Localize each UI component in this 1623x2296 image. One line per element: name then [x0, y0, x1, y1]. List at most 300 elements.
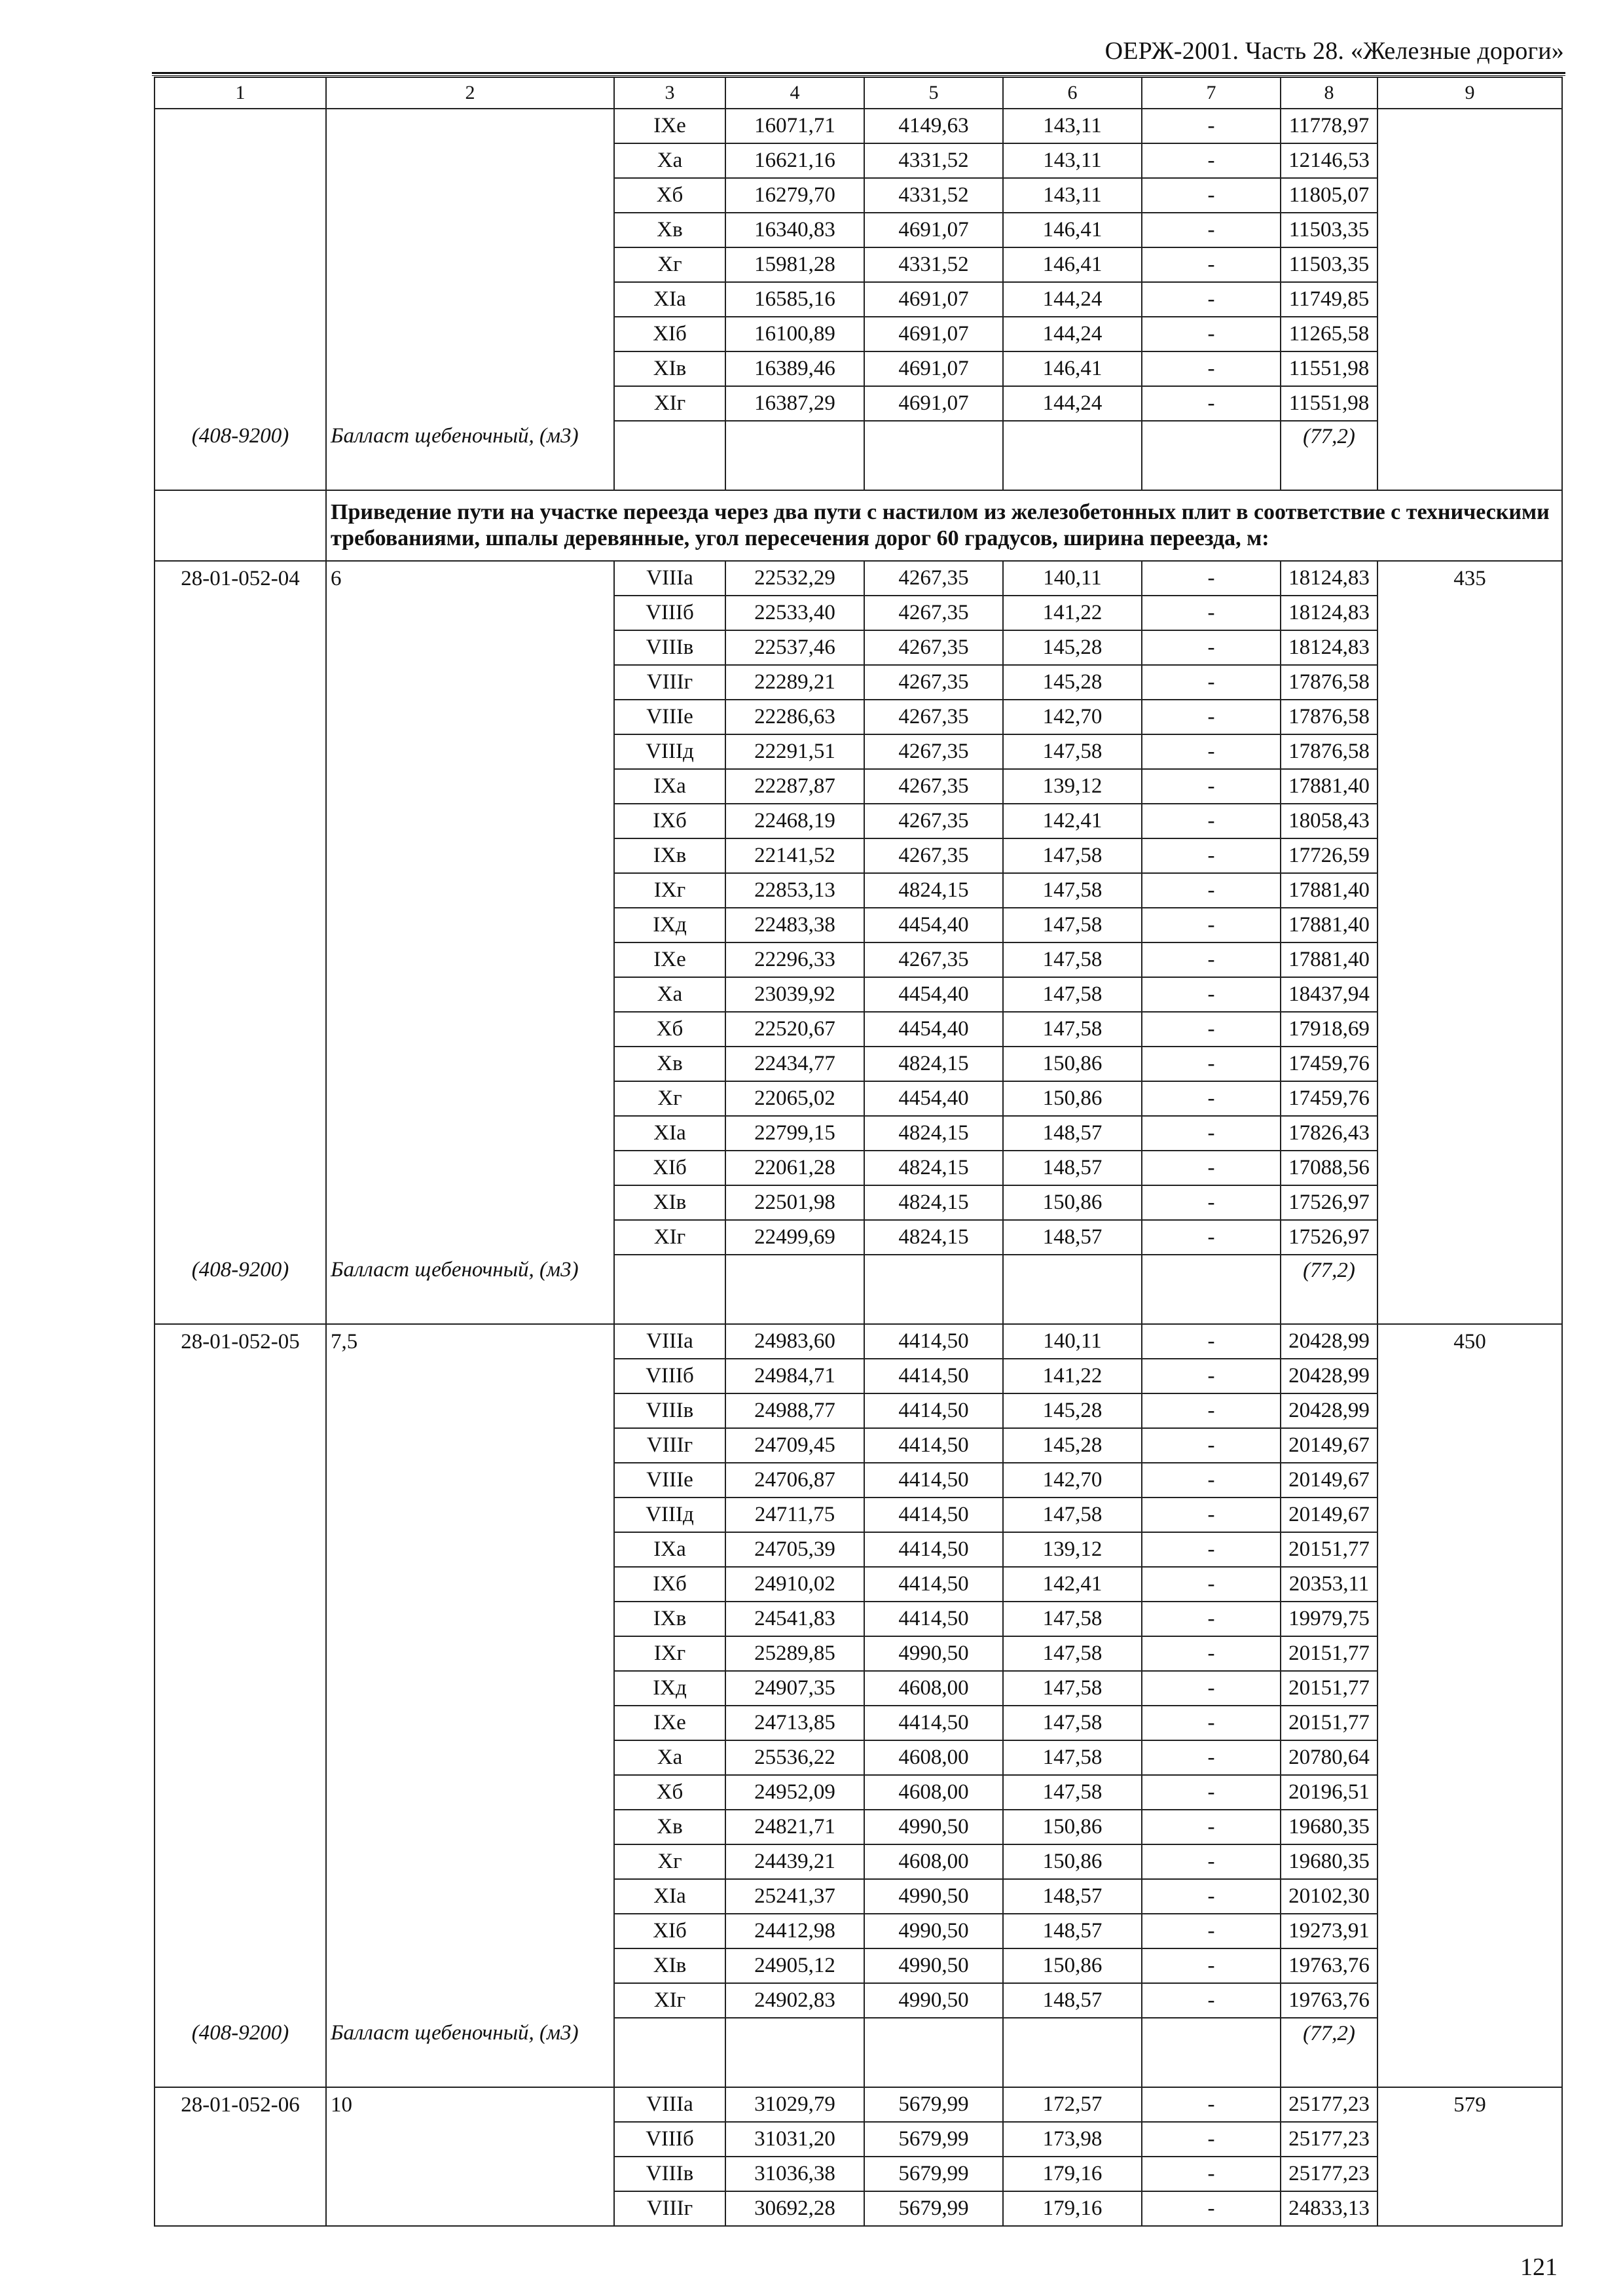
param-cell [326, 386, 614, 421]
value-cell: - [1142, 700, 1281, 734]
col9-cell [1377, 386, 1562, 421]
empty-cell [1142, 1255, 1281, 1324]
class-cell: Xб [614, 1775, 725, 1810]
value-cell: 5679,99 [864, 2157, 1003, 2191]
value-cell: 4414,50 [864, 1706, 1003, 1740]
col9-cell [1377, 734, 1562, 769]
resource-code: (408-9200) [155, 2018, 326, 2087]
value-cell: 4267,35 [864, 561, 1003, 596]
code-cell [155, 700, 326, 734]
col9-cell [1377, 1151, 1562, 1185]
value-cell: - [1142, 908, 1281, 942]
param-cell [326, 1567, 614, 1602]
value-cell: - [1142, 665, 1281, 700]
value-cell: 4267,35 [864, 838, 1003, 873]
column-number: 9 [1377, 77, 1562, 109]
code-cell [155, 1463, 326, 1498]
column-number: 5 [864, 77, 1003, 109]
code-cell [155, 1047, 326, 1081]
value-cell: 24711,75 [725, 1498, 864, 1532]
col9-cell [1377, 1810, 1562, 1844]
param-cell [326, 213, 614, 247]
value-cell: 11551,98 [1281, 386, 1377, 421]
value-cell: 17881,40 [1281, 908, 1377, 942]
value-cell: 24907,35 [725, 1671, 864, 1706]
class-cell: VIIIг [614, 1428, 725, 1463]
value-cell: - [1142, 1532, 1281, 1567]
resource-row [155, 421, 1562, 490]
param-cell [326, 1081, 614, 1116]
class-cell: IXд [614, 1671, 725, 1706]
param-cell [326, 873, 614, 908]
empty-cell [614, 421, 725, 490]
value-cell: 150,86 [1003, 1047, 1142, 1081]
param-cell [326, 665, 614, 700]
code-cell [155, 1914, 326, 1948]
param-cell [326, 178, 614, 213]
table-row [155, 143, 1562, 178]
table-row [155, 1602, 1562, 1636]
rate-code: 28-01-052-04 [155, 561, 326, 596]
value-cell: 4824,15 [864, 1151, 1003, 1185]
value-cell: - [1142, 247, 1281, 282]
table-row [155, 561, 1562, 596]
value-cell: 22799,15 [725, 1116, 864, 1151]
param-cell [326, 1220, 614, 1255]
value-cell: 147,58 [1003, 1636, 1142, 1671]
table-row [155, 282, 1562, 317]
class-cell: VIIIб [614, 2122, 725, 2157]
value-cell: 148,57 [1003, 1151, 1142, 1185]
param-cell [326, 282, 614, 317]
value-cell: 24952,09 [725, 1775, 864, 1810]
value-cell: - [1142, 942, 1281, 977]
value-cell: 142,41 [1003, 1567, 1142, 1602]
table-row [155, 1151, 1562, 1185]
value-cell: 24984,71 [725, 1359, 864, 1393]
code-cell [155, 1532, 326, 1567]
class-cell: XIв [614, 1185, 725, 1220]
code-cell [155, 1636, 326, 1671]
table-row [155, 630, 1562, 665]
empty-cell [725, 1255, 864, 1324]
col9-cell [1377, 908, 1562, 942]
class-cell: Xа [614, 977, 725, 1012]
code-cell [155, 2157, 326, 2191]
value-cell: 148,57 [1003, 1220, 1142, 1255]
value-cell: 4454,40 [864, 977, 1003, 1012]
value-cell: 4331,52 [864, 143, 1003, 178]
value-cell: 18437,94 [1281, 977, 1377, 1012]
col9-cell [1377, 2122, 1562, 2157]
value-cell: 17826,43 [1281, 1116, 1377, 1151]
value-cell: 147,58 [1003, 1706, 1142, 1740]
value-cell: 17876,58 [1281, 700, 1377, 734]
table-row [155, 178, 1562, 213]
value-cell: 4414,50 [864, 1324, 1003, 1359]
param-cell [326, 1775, 614, 1810]
empty-cell [1003, 421, 1142, 490]
value-cell: 11503,35 [1281, 247, 1377, 282]
empty-cell [725, 421, 864, 490]
value-cell: 24833,13 [1281, 2191, 1377, 2226]
code-cell [155, 386, 326, 421]
class-cell: XIб [614, 1151, 725, 1185]
value-cell: - [1142, 1463, 1281, 1498]
value-cell: - [1142, 977, 1281, 1012]
param-cell [326, 1636, 614, 1671]
value-cell: 15981,28 [725, 247, 864, 282]
value-cell: - [1142, 2157, 1281, 2191]
value-cell: 147,58 [1003, 873, 1142, 908]
class-cell: IXб [614, 1567, 725, 1602]
table-row [155, 1532, 1562, 1567]
code-cell [155, 1844, 326, 1879]
col9-cell [1377, 1914, 1562, 1948]
value-cell: 4824,15 [864, 873, 1003, 908]
table-row [155, 700, 1562, 734]
value-cell: 4414,50 [864, 1359, 1003, 1393]
table-row [155, 1740, 1562, 1775]
col9-cell [1377, 282, 1562, 317]
value-cell: - [1142, 873, 1281, 908]
value-cell: 20428,99 [1281, 1393, 1377, 1428]
code-cell [155, 1359, 326, 1393]
class-cell: XIв [614, 1948, 725, 1983]
param-cell [326, 1879, 614, 1914]
value-cell: 17881,40 [1281, 873, 1377, 908]
class-cell: VIIIг [614, 665, 725, 700]
value-cell: 4267,35 [864, 596, 1003, 630]
param-cell [326, 769, 614, 804]
value-cell: 11265,58 [1281, 317, 1377, 351]
resource-name: Балласт щебеночный, (м3) [326, 2018, 614, 2087]
header-rule [152, 72, 1565, 74]
column-number: 1 [155, 77, 326, 109]
class-cell: Xг [614, 1081, 725, 1116]
value-cell: - [1142, 1151, 1281, 1185]
value-cell: - [1142, 109, 1281, 143]
value-cell: - [1142, 1983, 1281, 2018]
value-cell: 20353,11 [1281, 1567, 1377, 1602]
param-cell [326, 1532, 614, 1567]
value-cell: 20151,77 [1281, 1706, 1377, 1740]
col9-cell [1377, 317, 1562, 351]
value-cell: 17881,40 [1281, 942, 1377, 977]
code-cell [155, 1220, 326, 1255]
param-cell [326, 1740, 614, 1775]
class-cell: IXг [614, 873, 725, 908]
class-cell: VIIIа [614, 2087, 725, 2122]
code-cell [155, 282, 326, 317]
value-cell: 22065,02 [725, 1081, 864, 1116]
value-cell: 4331,52 [864, 178, 1003, 213]
value-cell: 4267,35 [864, 630, 1003, 665]
col9-cell [1377, 1532, 1562, 1567]
class-cell: IXе [614, 942, 725, 977]
value-cell: 4990,50 [864, 1810, 1003, 1844]
value-cell: 143,11 [1003, 109, 1142, 143]
value-cell: 4824,15 [864, 1220, 1003, 1255]
class-cell: IXа [614, 1532, 725, 1567]
col9-cell [1377, 247, 1562, 282]
value-cell: 144,24 [1003, 317, 1142, 351]
table-row [155, 769, 1562, 804]
value-cell: 4691,07 [864, 213, 1003, 247]
param-cell [326, 1359, 614, 1393]
rates-table [154, 77, 1563, 2227]
class-cell: IXб [614, 804, 725, 838]
col9-cell [1377, 1428, 1562, 1463]
class-cell: Xа [614, 143, 725, 178]
value-cell: 4414,50 [864, 1602, 1003, 1636]
value-cell: 148,57 [1003, 1116, 1142, 1151]
value-cell: 142,70 [1003, 1463, 1142, 1498]
col9-cell [1377, 1359, 1562, 1393]
col9-cell [1377, 700, 1562, 734]
value-cell: 147,58 [1003, 1671, 1142, 1706]
param-cell [326, 596, 614, 630]
table-row [155, 1810, 1562, 1844]
value-cell: 19680,35 [1281, 1844, 1377, 1879]
value-cell: 12146,53 [1281, 143, 1377, 178]
code-cell [155, 1983, 326, 2018]
value-cell: - [1142, 1428, 1281, 1463]
value-cell: - [1142, 1706, 1281, 1740]
value-cell: 24439,21 [725, 1844, 864, 1879]
table-row [155, 1914, 1562, 1948]
empty-cell [614, 2018, 725, 2087]
param-cell [326, 1810, 614, 1844]
table-row [155, 1463, 1562, 1498]
col9-cell [1377, 804, 1562, 838]
code-cell [155, 317, 326, 351]
col9-cell [1377, 1636, 1562, 1671]
value-cell: 17459,76 [1281, 1047, 1377, 1081]
value-cell: 4824,15 [864, 1185, 1003, 1220]
value-cell: 20428,99 [1281, 1359, 1377, 1393]
value-cell: - [1142, 213, 1281, 247]
value-cell: - [1142, 1012, 1281, 1047]
value-cell: 22537,46 [725, 630, 864, 665]
param-cell [326, 1393, 614, 1428]
value-cell: 148,57 [1003, 1879, 1142, 1914]
table-row [155, 213, 1562, 247]
code-cell [155, 213, 326, 247]
col9-cell [1377, 769, 1562, 804]
value-cell: 147,58 [1003, 838, 1142, 873]
col9-cell [1377, 1740, 1562, 1775]
value-cell: 144,24 [1003, 282, 1142, 317]
table-row [155, 1844, 1562, 1879]
value-cell: 16340,83 [725, 213, 864, 247]
value-cell: 144,24 [1003, 386, 1142, 421]
value-cell: 4691,07 [864, 282, 1003, 317]
value-cell: 179,16 [1003, 2191, 1142, 2226]
table-row [155, 2087, 1562, 2122]
class-cell: VIIIа [614, 561, 725, 596]
code-cell [155, 1948, 326, 1983]
value-cell: 4990,50 [864, 1914, 1003, 1948]
col9-cell [1377, 1879, 1562, 1914]
class-cell: VIIIа [614, 1324, 725, 1359]
value-cell: 147,58 [1003, 1498, 1142, 1532]
col9-cell [1377, 143, 1562, 178]
param-cell [326, 317, 614, 351]
class-cell: Xг [614, 1844, 725, 1879]
value-cell: 147,58 [1003, 1775, 1142, 1810]
class-cell: Xб [614, 178, 725, 213]
param-cell [326, 109, 614, 143]
class-cell: XIа [614, 1879, 725, 1914]
code-cell [155, 1081, 326, 1116]
value-cell: - [1142, 1879, 1281, 1914]
value-cell: - [1142, 804, 1281, 838]
value-cell: 17526,97 [1281, 1220, 1377, 1255]
col9-cell [1377, 421, 1562, 490]
code-cell [155, 1012, 326, 1047]
code-cell [155, 838, 326, 873]
value-cell: 22434,77 [725, 1047, 864, 1081]
class-cell: IXг [614, 1636, 725, 1671]
empty-cell [1003, 1255, 1142, 1324]
code-cell [155, 1879, 326, 1914]
value-cell: 150,86 [1003, 1844, 1142, 1879]
table-row [155, 2122, 1562, 2157]
value-cell: 22468,19 [725, 804, 864, 838]
value-cell: 22287,87 [725, 769, 864, 804]
param-cell [326, 1602, 614, 1636]
table-row [155, 317, 1562, 351]
param-cell [326, 908, 614, 942]
value-cell: 25241,37 [725, 1879, 864, 1914]
value-cell: - [1142, 1081, 1281, 1116]
rate-parameter: 6 [326, 561, 614, 596]
value-cell: - [1142, 1602, 1281, 1636]
class-cell: XIб [614, 1914, 725, 1948]
value-cell: 150,86 [1003, 1948, 1142, 1983]
value-cell: 18124,83 [1281, 561, 1377, 596]
class-cell: VIIIг [614, 2191, 725, 2226]
value-cell: 20196,51 [1281, 1775, 1377, 1810]
value-cell: 24983,60 [725, 1324, 864, 1359]
col9-cell [1377, 213, 1562, 247]
value-cell: 145,28 [1003, 1393, 1142, 1428]
value-cell: 25177,23 [1281, 2087, 1377, 2122]
empty-cell [864, 1255, 1003, 1324]
code-cell [155, 109, 326, 143]
header-row [155, 77, 1562, 109]
value-cell: 4990,50 [864, 1879, 1003, 1914]
value-cell: 179,16 [1003, 2157, 1142, 2191]
section-caption: Приведение пути на участке переезда через два пути с настилом из железобетонных плит в соответствие с техническими требованиями, шпалы деревянные, угол пересечения дорог 60 градусов, ширина переезда, м: [326, 490, 1562, 561]
value-cell: - [1142, 1220, 1281, 1255]
resource-name: Балласт щебеночный, (м3) [326, 1255, 614, 1324]
col9-cell [1377, 178, 1562, 213]
code-cell [155, 804, 326, 838]
value-cell: 20151,77 [1281, 1671, 1377, 1706]
code-cell [155, 1428, 326, 1463]
value-cell: 140,11 [1003, 561, 1142, 596]
col9-cell [1377, 1775, 1562, 1810]
value-cell: 22533,40 [725, 596, 864, 630]
value-cell: 4608,00 [864, 1671, 1003, 1706]
value-cell: - [1142, 1359, 1281, 1393]
value-cell: 20149,67 [1281, 1463, 1377, 1498]
value-cell: - [1142, 769, 1281, 804]
col9-cell [1377, 1220, 1562, 1255]
table-row [155, 838, 1562, 873]
value-cell: 143,11 [1003, 178, 1142, 213]
value-cell: 4608,00 [864, 1740, 1003, 1775]
code-cell [155, 1810, 326, 1844]
column-number: 2 [326, 77, 614, 109]
param-cell [326, 247, 614, 282]
param-cell [326, 734, 614, 769]
value-cell: - [1142, 386, 1281, 421]
class-cell: VIIIд [614, 734, 725, 769]
table-row [155, 596, 1562, 630]
col9-cell [1377, 1671, 1562, 1706]
col9-cell [1377, 1185, 1562, 1220]
col9-value: 435 [1377, 561, 1562, 596]
class-cell: IXа [614, 769, 725, 804]
value-cell: - [1142, 1810, 1281, 1844]
value-cell: 147,58 [1003, 908, 1142, 942]
param-cell [326, 143, 614, 178]
value-cell: 22061,28 [725, 1151, 864, 1185]
table-row [155, 1983, 1562, 2018]
code-cell [155, 1393, 326, 1428]
value-cell: 19763,76 [1281, 1948, 1377, 1983]
code-cell [155, 1602, 326, 1636]
value-cell: 11503,35 [1281, 213, 1377, 247]
value-cell: - [1142, 1636, 1281, 1671]
class-cell: XIа [614, 282, 725, 317]
value-cell: 17726,59 [1281, 838, 1377, 873]
empty-cell [725, 2018, 864, 2087]
class-cell: VIIIб [614, 596, 725, 630]
value-cell: 24821,71 [725, 1810, 864, 1844]
param-cell [326, 838, 614, 873]
col9-cell [1377, 351, 1562, 386]
value-cell: 19680,35 [1281, 1810, 1377, 1844]
col9-cell [1377, 1463, 1562, 1498]
class-cell: IXв [614, 1602, 725, 1636]
param-cell [326, 1706, 614, 1740]
table-row [155, 386, 1562, 421]
value-cell: - [1142, 1185, 1281, 1220]
rate-code: 28-01-052-05 [155, 1324, 326, 1359]
value-cell: 20428,99 [1281, 1324, 1377, 1359]
value-cell: 20151,77 [1281, 1636, 1377, 1671]
value-cell: 4691,07 [864, 351, 1003, 386]
col9-cell [1377, 1255, 1562, 1324]
param-cell [326, 1185, 614, 1220]
value-cell: 24706,87 [725, 1463, 864, 1498]
value-cell: 4267,35 [864, 769, 1003, 804]
value-cell: 16071,71 [725, 109, 864, 143]
resource-qty: (77,2) [1281, 421, 1377, 490]
value-cell: 25536,22 [725, 1740, 864, 1775]
value-cell: 25177,23 [1281, 2122, 1377, 2157]
class-cell: VIIIв [614, 2157, 725, 2191]
class-cell: Xв [614, 1047, 725, 1081]
value-cell: 141,22 [1003, 596, 1142, 630]
value-cell: 145,28 [1003, 630, 1142, 665]
code-cell [155, 2122, 326, 2157]
value-cell: 139,12 [1003, 769, 1142, 804]
